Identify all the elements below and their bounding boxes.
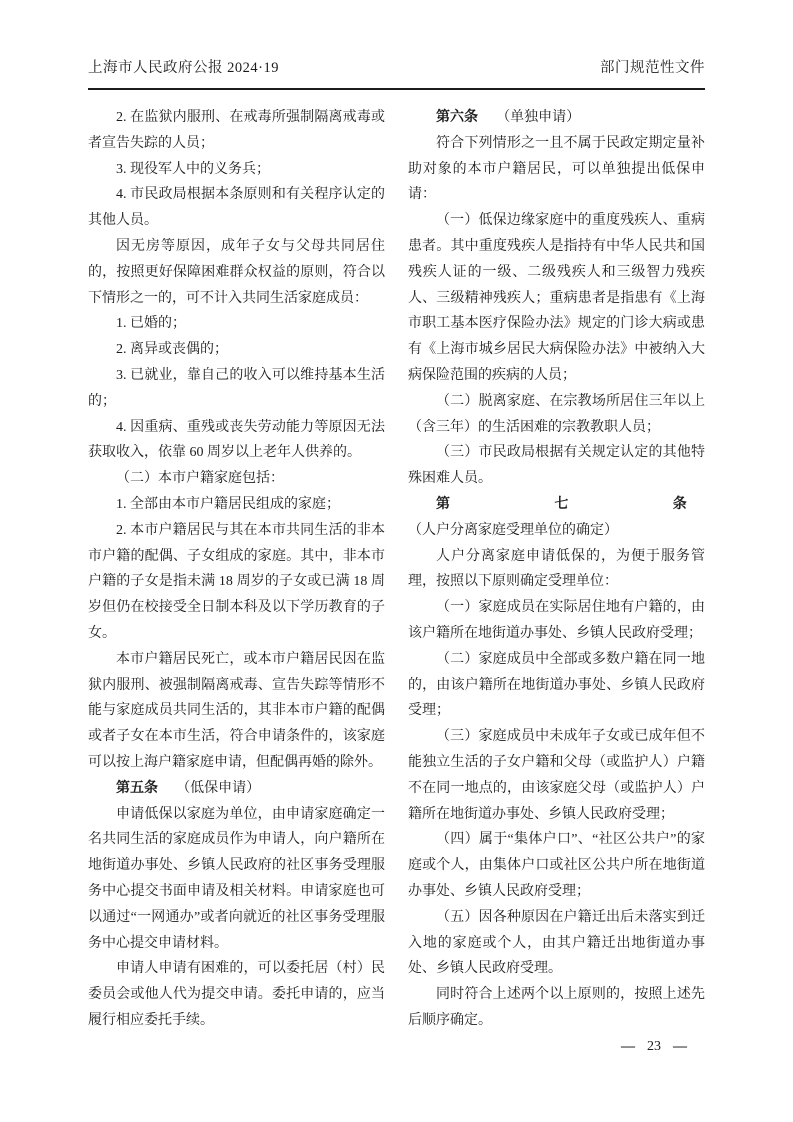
paragraph: 3. 已就业，靠自己的收入可以维持基本生活的； bbox=[88, 367, 385, 409]
paragraph: （四）属于“集体户口”、“社区公共户”的家庭或个人，由集体户口或社区公共户所在地街道办事处、乡镇人民政府受理； bbox=[408, 832, 705, 899]
article-number: 第五条 bbox=[116, 780, 158, 796]
page-footer bbox=[88, 1039, 705, 1055]
left-column bbox=[88, 105, 385, 1034]
two-column-body bbox=[88, 105, 705, 1034]
page-header bbox=[88, 56, 705, 77]
page-number: 23 bbox=[647, 1038, 661, 1054]
article-title: （低保申请） bbox=[176, 780, 261, 796]
paragraph: （三）市民政局根据有关规定认定的其他特殊困难人员。 bbox=[408, 445, 705, 487]
right-column bbox=[408, 105, 705, 1034]
paragraph: 本市户籍居民死亡，或本市户籍居民因在监狱内服刑、被强制隔离戒毒、宣告失踪等情形不能与家庭成员共同生活的，其非本市户籍的配偶或者子女在本市生活，符合申请条件的，该家庭可以按上海户籍家庭申请，但配偶再婚的除外。 bbox=[88, 651, 385, 770]
paragraph: 3. 现役军人中的义务兵； bbox=[116, 161, 270, 177]
paragraph: （二）家庭成员中全部或多数户籍在同一地的，由该户籍所在地街道办事处、乡镇人民政府受理； bbox=[408, 651, 705, 719]
page-number-dash-right: — bbox=[673, 1038, 687, 1054]
paragraph: （三）家庭成员中未成年子女或已成年但不能独立生活的子女户籍和父母（或监护人）户籍不在同一地点的，由该家庭父母（或监护人）户籍所在地街道办事处、乡镇人民政府受理； bbox=[408, 729, 705, 822]
article-heading bbox=[408, 105, 705, 131]
page-number-dash-left: — bbox=[621, 1038, 635, 1054]
paragraph: 同时符合上述两个以上原则的，按照上述先后顺序确定。 bbox=[408, 987, 705, 1028]
paragraph: 4. 因重病、重残或丧失劳动能力等原因无法获取收入，依靠 60 周岁以上老年人供养的。 bbox=[88, 419, 385, 461]
paragraph: 申请低保以家庭为单位，由申请家庭确定一名共同生活的家庭成员作为申请人，向户籍所在地街道办事处、乡镇人民政府的社区事务受理服务中心提交书面申请及相关材料。申请家庭也可以通过“一网通办”或者向就近的社区事务受理服务中心提交申请材料。 bbox=[88, 806, 385, 951]
gazette-title: 上海市人民政府公报 2024·19 bbox=[88, 60, 279, 76]
paragraph: （二）本市户籍家庭包括： bbox=[116, 471, 284, 487]
paragraph: （一）家庭成员在实际居住地有户籍的，由该户籍所在地街道办事处、乡镇人民政府受理； bbox=[408, 600, 705, 641]
paragraph: 申请人申请有困难的，可以委托居（村）民委员会或他人代为提交申请。委托申请的，应当履行相应委托手续。 bbox=[88, 961, 385, 1028]
paragraph: 1. 已婚的； bbox=[116, 316, 186, 332]
paragraph: 人户分离家庭申请低保的，为便于服务管理，按照以下原则确定受理单位： bbox=[408, 548, 705, 590]
article-heading bbox=[408, 492, 705, 544]
paragraph: 4. 市民政局根据本条原则和有关程序认定的其他人员。 bbox=[88, 187, 385, 229]
article-title: （人户分离家庭受理单位的确定） bbox=[408, 522, 618, 538]
article-number: 第六条 bbox=[436, 110, 478, 125]
header-divider bbox=[88, 88, 705, 90]
section-label: 部门规范性文件 bbox=[600, 60, 705, 76]
paragraph: 2. 本市户籍居民与其在本市共同生活的非本市户籍的配偶、子女组成的家庭。其中，非本市户籍的子女是指未满 18 周岁的子女或已满 18 周岁但仍在校接受全日制本科及以下学历教育的子女。 bbox=[88, 522, 385, 641]
paragraph: 2. 离异或丧偶的； bbox=[116, 342, 228, 358]
article-title: （单独申请） bbox=[496, 110, 581, 125]
paragraph: 1. 全部由本市户籍居民组成的家庭； bbox=[116, 496, 340, 512]
article-number: 第七条 bbox=[436, 496, 687, 512]
paragraph: 因无房等原因，成年子女与父母共同居住的，按照更好保障困难群众权益的原则，符合以下情形之一的，可不计入共同生活家庭成员： bbox=[88, 238, 385, 306]
article-heading bbox=[88, 776, 385, 802]
paragraph: 2. 在监狱内服刑、在戒毒所强制隔离戒毒或者宣告失踪的人员； bbox=[88, 110, 385, 151]
paragraph: （一）低保边缘家庭中的重度残疾人、重病患者。其中重度残疾人是指持有中华人民共和国残疾人证的一级、二级残疾人和三级智力残疾人、三级精神残疾人；重病患者是指患有《上海市职工基本医疗保险办法》规定的门诊大病或患有《上海市城乡居民大病保险办法》中被纳入大病保险范围的疾病的人员； bbox=[408, 213, 705, 383]
paragraph: （二）脱离家庭、在宗教场所居住三年以上（含三年）的生活困难的宗教教职人员； bbox=[408, 393, 705, 435]
paragraph: （五）因各种原因在户籍迁出后未落实到迁入地的家庭或个人，由其户籍迁出地街道办事处、乡镇人民政府受理。 bbox=[408, 909, 705, 977]
paragraph: 符合下列情形之一且不属于民政定期定量补助对象的本市户籍居民，可以单独提出低保申请： bbox=[408, 135, 705, 203]
